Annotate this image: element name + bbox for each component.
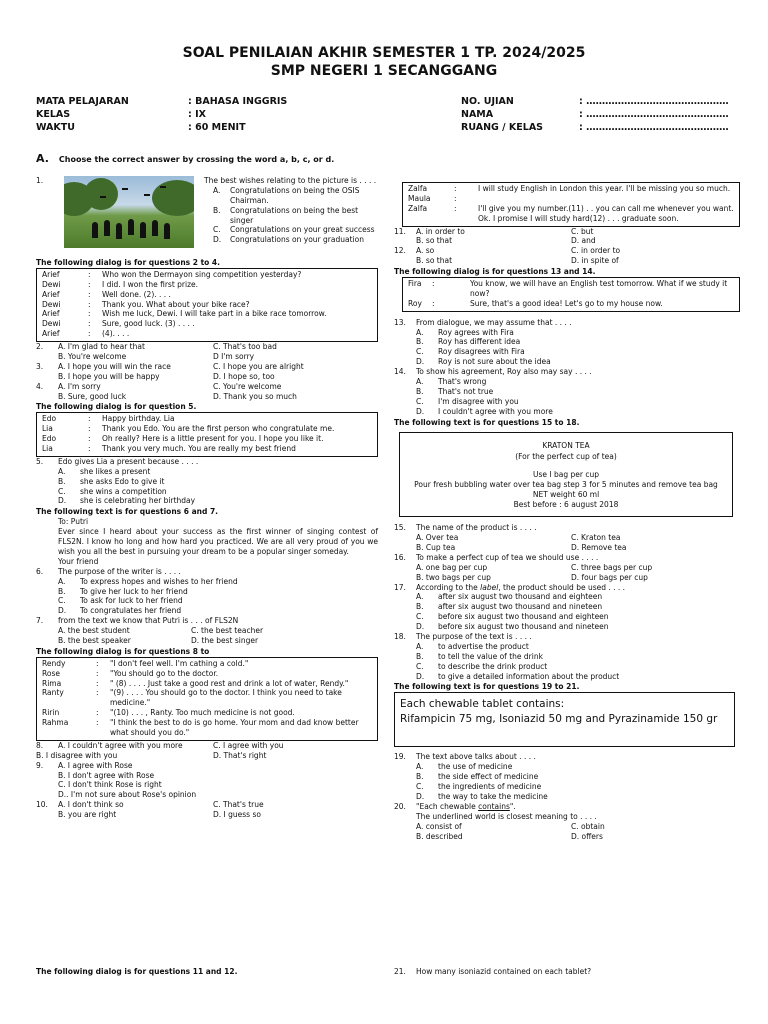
dialog-line: Maula :	[408, 193, 457, 203]
meta-key: NO. UJIAN	[461, 96, 514, 107]
option[interactable]: B. To give her luck to her friend	[58, 586, 188, 596]
option-row[interactable]: B. You're welcome D I'm sorry	[58, 352, 255, 362]
option-row[interactable]: A. Over tea C. Kraton tea	[416, 533, 621, 543]
option-row[interactable]: B. the best speaker D. the best singer	[58, 635, 259, 645]
question-14: 14. To show his agreement, Roy also may say . . . . A. That's wrong B. That's not true C. I'm disagree with you D. I couldn't agree with you more	[394, 367, 740, 416]
section-heading: The following dialog is for question 5.	[36, 402, 197, 412]
option[interactable]: D. to give a detailed information about the product	[416, 671, 620, 681]
option-letter: B.	[213, 205, 221, 215]
dialog-box-3	[36, 657, 378, 741]
option[interactable]: A. That's wrong	[416, 377, 487, 387]
title-line-1: SOAL PENILAIAN AKHIR SEMESTER 1 TP. 2024/2025	[182, 45, 586, 61]
option[interactable]: D. I couldn't agree with you more	[416, 406, 553, 416]
tea-line: Pour fresh bubbling water over tea bag step 3 for 5 minutes and remove tea bag	[414, 479, 718, 489]
question-text: The best wishes relating to the picture is . . . .	[204, 176, 377, 185]
letter-body: Ever since I heard about your success as the first winner of singing contest of FLS2N. I know ho long and how hard you practiced. We are all very proud of you we wish you all the best in pursuing your dream to be a popular singer someday.	[58, 527, 378, 556]
option[interactable]: B. the side effect of medicine	[416, 772, 539, 782]
question-19: 19. The text above talks about . . . . A. the use of medicine B. the side effect of medicine C. the ingredients of medicine D. the way to take the medicine	[394, 752, 740, 801]
dialog-line: Dewi : I did. I won the first prize.	[42, 279, 199, 289]
option[interactable]: D. Roy is not sure about the idea	[416, 357, 551, 367]
section-heading: The following dialog is for questions 13 and 14.	[394, 267, 596, 277]
option-row[interactable]: 3. A. I hope you will win the race C. I hope you are alright	[36, 361, 304, 371]
option-row[interactable]: A. consist of C. obtain	[416, 821, 605, 831]
meta-value: : 60 MENIT	[188, 122, 246, 133]
option-letter: A.	[213, 185, 221, 195]
dialog-line: Arief : Wish me luck, Dewi. I will take part in a bike race tomorrow.	[42, 309, 327, 319]
option-row[interactable]: B. described D. offers	[416, 831, 603, 841]
option[interactable]	[204, 235, 378, 245]
letter-to: To: Putri	[58, 517, 89, 527]
letter-sign: Your friend	[58, 556, 99, 566]
dialog-box-1	[36, 268, 378, 342]
dialog-line: Ok. I promise I will study hard(12) . . . graduate soon.	[478, 213, 679, 223]
dialog-line: Rendy : "I don't feel well. I'm cathing a cold."	[42, 658, 249, 668]
option[interactable]: C. I'm disagree with you	[416, 396, 519, 406]
question-number: 1.	[36, 176, 44, 185]
exam-title	[0, 44, 768, 80]
question-7: 7. from the text we know that Putri is . . . of FLS2N A. the best student C. the best teacher B. the best speaker D. the best singer	[36, 616, 378, 646]
option[interactable]	[204, 225, 378, 235]
question-6: 6. The purpose of the writer is . . . . A. To express hopes and wishes to her friend B. To give her luck to her friend C. To ask for luck to her friend D. To congratulates her friend	[36, 567, 378, 616]
meta-key: RUANG / KELAS	[461, 122, 544, 133]
dialog-line: Lia : Thank you Edo. You are the first person who congratulate me.	[42, 424, 335, 434]
option-row[interactable]: A. the best student C. the best teacher	[58, 626, 264, 636]
option[interactable]: C. the ingredients of medicine	[416, 782, 542, 792]
option-row[interactable]: 4. A. I'm sorry C. You're welcome	[36, 381, 282, 391]
option[interactable]: A. to advertise the product	[416, 641, 529, 651]
option[interactable]: D. To congratulates her friend	[58, 606, 182, 616]
section-heading: The following text is for questions 15 to 18.	[394, 417, 580, 427]
tea-line: (For the perfect cup of tea)	[515, 451, 617, 461]
section-a-heading	[36, 152, 334, 167]
meta-left	[36, 95, 376, 134]
right-column	[394, 182, 740, 841]
option[interactable]: B. I don't agree with Rose	[58, 770, 155, 780]
option-text: Congratulations on your great success	[230, 225, 375, 235]
question-text: How many isoniazid contained on each tablet?	[416, 967, 592, 976]
dialog-line: Dewi : Sure, good luck. (3) . . . .	[42, 319, 195, 329]
question-16: 16. To make a perfect cup of tea we should use . . . . A. one bag per cup C. three bags per cup B. two bags per cup D. four bags per cup	[394, 553, 740, 583]
option-row[interactable]: B. I disagree with you D. That's right	[36, 750, 267, 760]
option-row[interactable]: B. so that D. and	[416, 236, 596, 246]
title-line-2: SMP NEGERI 1 SECANGGANG	[270, 63, 498, 79]
option[interactable]: C. to describe the drink product	[416, 661, 548, 671]
option[interactable]: B. she asks Edo to give it	[58, 476, 165, 486]
option[interactable]: B. Roy has different idea	[416, 337, 521, 347]
option-row[interactable]: 12. A. so C. in order to	[394, 246, 621, 256]
section-heading: The following text is for questions 6 and 7.	[36, 507, 219, 517]
dialog-box-5	[402, 277, 740, 312]
option-row[interactable]: B. so that D. in spite of	[416, 256, 619, 266]
option-letter: D.	[213, 235, 222, 245]
option-row[interactable]: A. one bag per cup C. three bags per cup	[416, 562, 653, 572]
dialog-line: Arief : Who won the Dermayon sing competition yesterday?	[42, 269, 302, 279]
option-row[interactable]: 10. A. I don't think so C. That's true	[36, 800, 264, 810]
option[interactable]	[204, 206, 378, 226]
meta-value: : ………………………………………	[579, 96, 729, 107]
option-row[interactable]: 11. A. in order to C. but	[394, 226, 594, 236]
question-5: 5. Edo gives Lia a present because . . . . A. she likes a present B. she asks Edo to give it C. she wins a competition D. she is celebrating her birthday	[36, 457, 378, 506]
dialog-line: Ririn : "(10) . . . , Ranty. Too much medicine is not good.	[42, 708, 295, 718]
question-17: 17. According to the label, the product should be used . . . . A. after six august two thousand and eighteen B. after six august two thousand and nineteen C. before six august two thousand and eighteen D. before six august two thousand and nineteen	[394, 583, 740, 632]
option[interactable]: A. To express hopes and wishes to her friend	[58, 576, 238, 586]
meta-value: : IX	[188, 109, 206, 120]
section-heading: The following dialog is for questions 8 to	[36, 646, 210, 656]
tea-line: Use I bag per cup	[533, 469, 599, 479]
graduation-photo	[64, 176, 194, 248]
dialog-line: Rose : "You should go to the doctor.	[42, 668, 219, 678]
meta-key: NAMA	[461, 109, 494, 120]
dialog-line: Rima : " (8) . . . . Just take a good rest and drink a lot of water, Rendy."	[42, 678, 349, 688]
meta-key: WAKTU	[36, 122, 75, 133]
option[interactable]: A. she likes a present	[58, 466, 151, 476]
dialog-line: Zalfa : I'll give you my number.(11) . . you can call me whenever you want.	[408, 203, 734, 213]
tea-label-box	[399, 432, 733, 517]
option-row[interactable]: B. Sure, good luck D. Thank you so much	[58, 391, 297, 401]
left-column	[36, 174, 378, 820]
question-15: 15. The name of the product is . . . . A. Over tea C. Kraton tea B. Cup tea D. Remove tea	[394, 523, 740, 553]
section-instruction: Choose the correct answer by crossing the word a, b, c, or d.	[58, 155, 335, 164]
option[interactable]: A. Roy agrees with Fira	[416, 327, 514, 337]
option[interactable]: B. to tell the value of the drink	[416, 651, 543, 661]
question-number: 21.	[394, 967, 406, 976]
meta-key: KELAS	[36, 109, 71, 120]
dialog-line: Ranty : "(9) . . . . You should go to the doctor. I think you need to take medicine."	[42, 688, 342, 708]
option-text: Congratulations on being the best singer	[230, 205, 359, 225]
footer-left: The following dialog is for questions 11 and 12.	[36, 967, 238, 976]
question-18: 18. The purpose of the text is . . . . A. to advertise the product B. to tell the value of the drink C. to describe the drink product D. to give a detailed information about the product	[394, 632, 740, 681]
question-10	[36, 800, 378, 820]
dialog-line: Arief : (4). . . .	[42, 329, 130, 339]
option[interactable]: D. the way to take the medicine	[416, 791, 548, 801]
section-heading: The following text is for questions 19 to 21.	[394, 682, 580, 692]
question-20: 20. "Each chewable contains". The underlined world is closest meaning to . . . . A. consist of C. obtain B. described D. offers	[394, 802, 740, 842]
question-9	[36, 761, 378, 801]
tablet-text-box	[394, 692, 735, 747]
option[interactable]: D. she is celebrating her birthday	[58, 496, 196, 506]
option-text: Congratulations on being the OSIS Chairman.	[230, 185, 360, 205]
section-letter: A.	[36, 152, 49, 165]
option[interactable]: C. I don't think Rose is right	[58, 780, 162, 790]
meta-value: : ………………………………………	[579, 109, 729, 120]
question-1	[36, 176, 378, 248]
option-row[interactable]: B. Cup tea D. Remove tea	[416, 543, 627, 553]
dialog-line: Roy : Sure, that's a good idea! Let's go to my house now.	[408, 298, 663, 308]
option-row[interactable]: B. you are right D. I guess so	[58, 810, 261, 820]
meta-value: : ………………………………………	[579, 122, 729, 133]
option[interactable]: C. before six august two thousand and eighteen	[416, 612, 609, 622]
dialog-line: Rahma : "I think the best to do is go home. Your mom and dad know better what should you do."	[42, 718, 359, 737]
dialog-line: Fira : You know, we will have an English test tomorrow. What if we study it now?	[408, 279, 728, 298]
tablet-line: Each chewable tablet contains:	[400, 698, 565, 711]
option[interactable]: C. To ask for luck to her friend	[58, 596, 183, 606]
letter-text	[36, 517, 378, 566]
option-row[interactable]: 8. A. I couldn't agree with you more C. I agree with you	[36, 740, 284, 750]
tablet-line: Rifampicin 75 mg, Isoniazid 50 mg and Pyrazinamide 150 gr	[400, 713, 718, 726]
option-row[interactable]: 2. A. I'm glad to hear that C. That's too bad	[36, 342, 277, 352]
option-text: Congratulations on your graduation	[230, 235, 364, 245]
footer-right	[394, 967, 591, 977]
option[interactable]: 9. A. I agree with Rose	[36, 760, 133, 770]
dialog-line: Edo : Happy birthday. Lia	[42, 414, 175, 424]
questions-2-4	[36, 342, 378, 401]
option[interactable]: B. after six august two thousand and nineteen	[416, 602, 603, 612]
question-13: 13. From dialogue, we may assume that . . . . A. Roy agrees with Fira B. Roy has different idea C. Roy disagrees with Fira D. Roy is not sure about the idea	[394, 318, 740, 367]
dialog-box-4	[402, 182, 740, 227]
option[interactable]: C. she wins a competition	[58, 486, 167, 496]
option[interactable]: D.. I'm not sure about Rose's opinion	[58, 790, 197, 800]
tea-line	[404, 462, 728, 470]
questions-11-12	[394, 227, 740, 267]
dialog-line: Lia : Thank you very much. You are really my best friend	[42, 444, 296, 454]
option-row[interactable]: B. I hope you will be happy D. I hope so, too	[58, 371, 275, 381]
meta-right	[461, 95, 751, 134]
section-heading: The following dialog is for questions 2 to 4.	[36, 258, 220, 267]
option[interactable]	[204, 186, 378, 206]
option-letter: C.	[213, 225, 221, 235]
dialog-line: Arief : Well done. (2). . . .	[42, 289, 171, 299]
option-row[interactable]: B. two bags per cup D. four bags per cup	[416, 572, 648, 582]
option[interactable]: A. after six august two thousand and eighteen	[416, 592, 603, 602]
dialog-box-2	[36, 412, 378, 457]
dialog-line: Dewi : Thank you. What about your bike race?	[42, 299, 250, 309]
option[interactable]: C. Roy disagrees with Fira	[416, 347, 525, 357]
tea-line: KRATON TEA	[542, 441, 590, 451]
tea-line: Best before : 6 august 2018	[513, 500, 619, 510]
option[interactable]: A. the use of medicine	[416, 762, 513, 772]
tea-line: NET weight 60 ml	[532, 489, 600, 499]
dialog-line: Zalfa : I will study English in London this year. I'll be missing you so much.	[408, 184, 731, 193]
option[interactable]: D. before six august two thousand and nineteen	[416, 622, 609, 632]
meta-value: : BAHASA INGGRIS	[188, 96, 288, 107]
option[interactable]: B. That's not true	[416, 386, 494, 396]
meta-key: MATA PELAJARAN	[36, 96, 129, 107]
question-8	[36, 741, 378, 761]
dialog-line: Edo : Oh really? Here is a little present for you. I hope you like it.	[42, 434, 324, 444]
